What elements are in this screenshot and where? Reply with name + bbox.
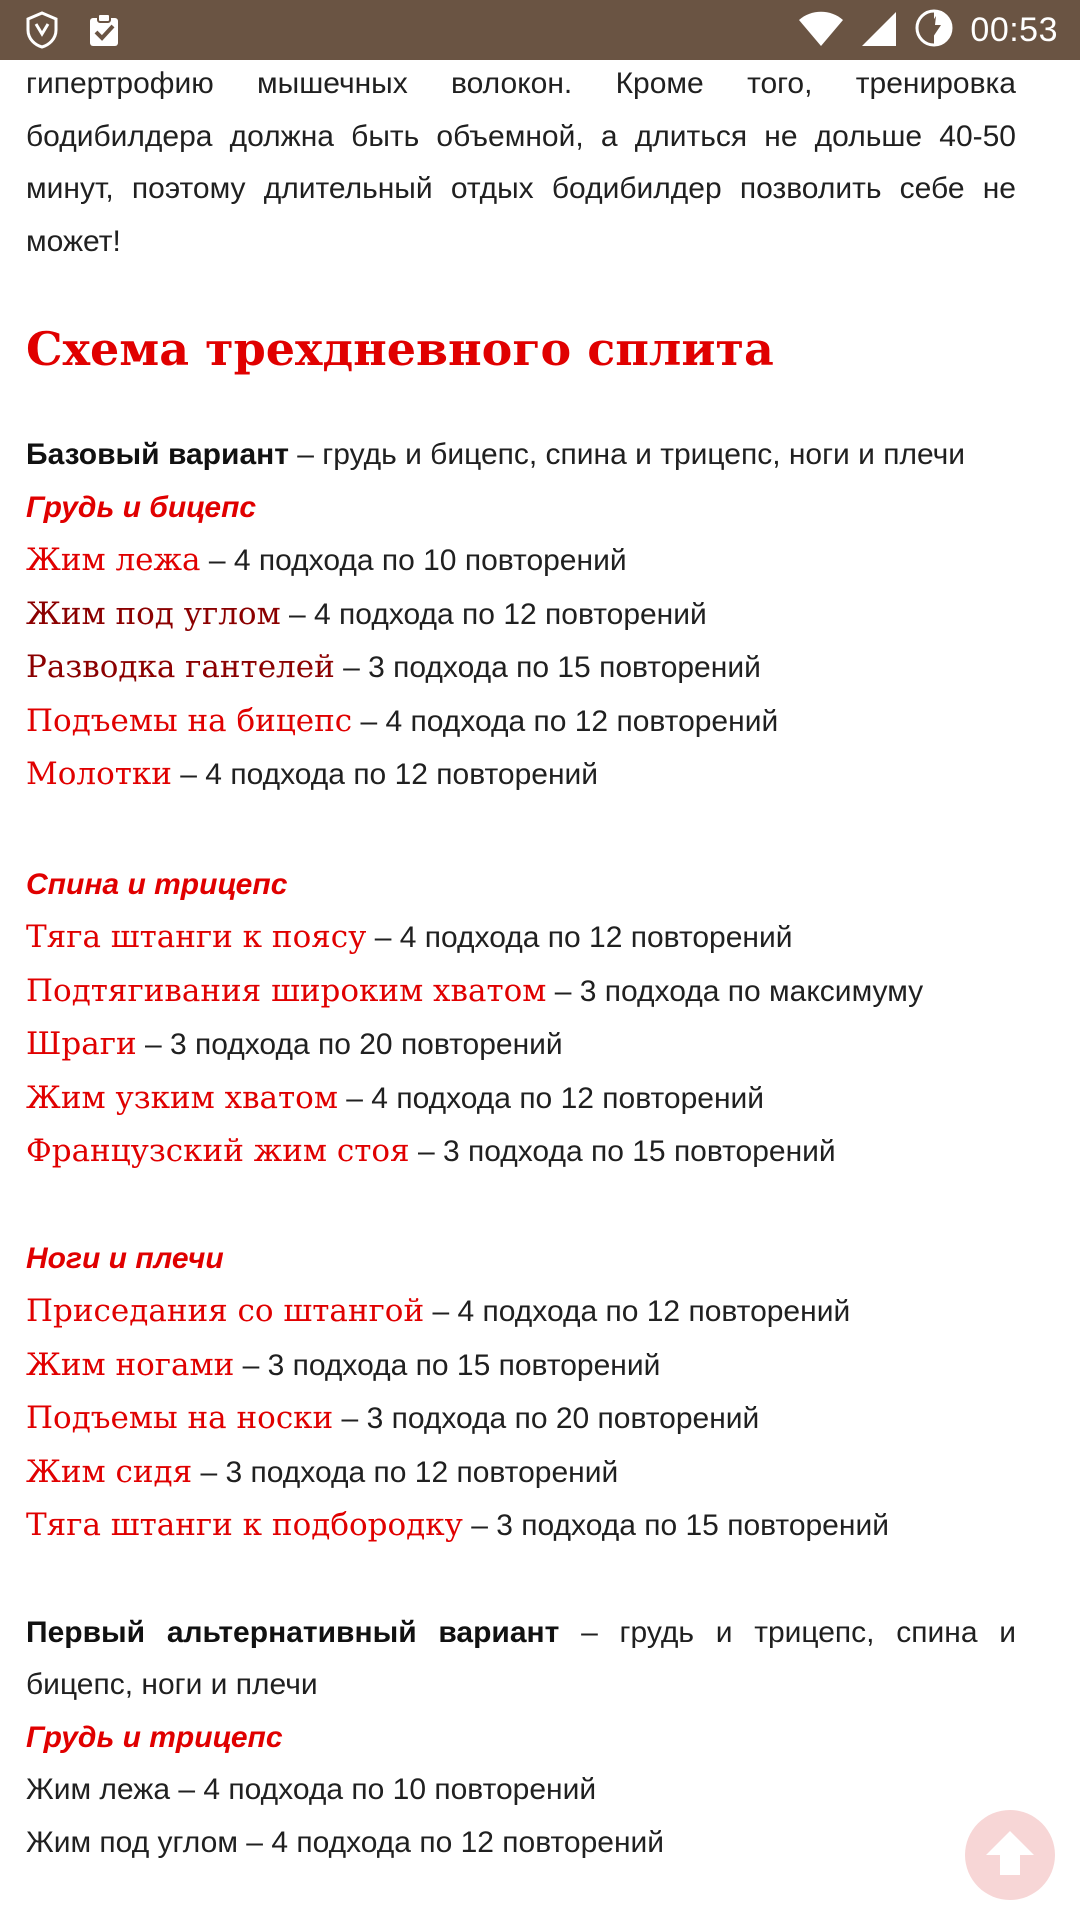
exercise-item: [26, 1499, 1016, 1553]
exercise-item: [26, 534, 1016, 588]
exercise-item: [26, 1125, 1016, 1179]
exercise-link[interactable]: Жим сидя: [26, 1453, 193, 1490]
clipboard-check-icon: [84, 10, 124, 55]
exercise-desc: – 3 подхода по 15 повторений: [334, 651, 761, 684]
exercise-desc: – 3 подхода по 15 повторений: [234, 1348, 661, 1382]
exercise-item: [26, 1339, 1016, 1393]
exercise-desc: – 4 подхода по 12 повторений: [280, 597, 707, 631]
vpn-shield-icon: [22, 10, 62, 55]
exercise-desc: – 4 подхода по 12 повторений: [424, 1295, 851, 1328]
exercise-link[interactable]: Жим ногами: [26, 1346, 235, 1383]
exercise-link[interactable]: Шраги: [26, 1026, 137, 1062]
article-content: [26, 58, 1016, 1869]
exercise-desc: – 3 подхода по 12 повторений: [192, 1455, 619, 1489]
exercise-link[interactable]: Жим под углом: [26, 595, 281, 632]
exercise-item: [26, 641, 1016, 695]
clock: 00:53: [970, 10, 1058, 49]
section-heading: Схема трехдневного сплита: [26, 322, 774, 376]
wifi-icon: [798, 8, 844, 53]
exercise-link[interactable]: Жим узким хватом: [26, 1079, 338, 1116]
cellular-signal-icon: [860, 8, 898, 53]
exercise-item: [26, 1018, 1016, 1072]
exercise-item: [26, 1392, 1016, 1446]
exercise-desc: – 3 подхода по максимуму: [546, 974, 924, 1008]
group-title-chest-biceps: Грудь и бицепс: [26, 490, 257, 524]
exercise-desc: – 3 подхода по 15 повторений: [462, 1509, 889, 1542]
exercise-desc: – 4 подхода по 10 повторений: [200, 544, 627, 577]
exercise-link[interactable]: Жим лежа: [26, 542, 201, 578]
exercise-item: [26, 748, 1016, 802]
exercise-link[interactable]: Подъемы на бицепс: [26, 702, 353, 739]
intro-paragraph: гипертрофию мышечных волокон. Кроме того, тренировка бодибилдера должна быть объемной, а длиться не дольше 40-50 минут, поэтому длительный отдых бодибилдер позволить себе не может!: [26, 67, 1016, 258]
exercise-item: [26, 911, 1016, 965]
exercise-desc: – 4 подхода по 12 повторений: [366, 921, 793, 954]
arrow-up-icon: [982, 1825, 1038, 1886]
exercise-desc: – 4 подхода по 12 повторений: [171, 758, 599, 791]
exercise-link[interactable]: Молотки: [26, 756, 172, 792]
exercise-item: [26, 588, 1016, 642]
exercise-item: [26, 1446, 1016, 1500]
exercise-link[interactable]: Подтягивания широким хватом: [26, 972, 547, 1009]
spacer: [26, 1179, 1016, 1233]
exercise-link[interactable]: Тяга штанги к поясу: [26, 919, 367, 955]
scroll-to-top-button[interactable]: [965, 1810, 1055, 1900]
battery-charging-icon: [914, 8, 954, 53]
basic-variant: [26, 429, 1016, 482]
exercise-link[interactable]: Тяга штанги к подбородку: [26, 1507, 463, 1543]
exercise-item: [26, 1285, 1016, 1339]
exercise-link[interactable]: Приседания со штангой: [26, 1293, 425, 1329]
exercise-desc: – 4 подхода по 12 повторений: [337, 1081, 765, 1115]
spacer: [26, 802, 1016, 859]
exercise-desc: – 4 подхода по 12 повторений: [352, 704, 779, 738]
exercise-item: [26, 965, 1016, 1019]
exercise-link[interactable]: Разводка гантелей: [26, 649, 335, 685]
exercise-desc: – 3 подхода по 20 повторений: [136, 1028, 563, 1061]
exercise-link[interactable]: Французский жим стоя: [26, 1133, 410, 1169]
alt-variant-label: Первый альтернативный вариант: [26, 1615, 560, 1649]
exercise-item: [26, 1072, 1016, 1126]
status-bar: [0, 0, 1080, 60]
group-title-back-triceps: Спина и трицепс: [26, 867, 288, 901]
basic-variant-label: Базовый вариант: [26, 438, 289, 471]
alt-variant: [26, 1607, 1016, 1712]
exercise-link[interactable]: Подъемы на носки: [26, 1400, 334, 1436]
alt-exercise-line: Жим под углом – 4 подхода по 12 повторений: [26, 1825, 665, 1859]
alt-exercise-line: Жим лежа – 4 подхода по 10 повторений: [26, 1773, 597, 1806]
exercise-desc: – 3 подхода по 20 повторений: [333, 1402, 760, 1435]
exercise-desc: – 3 подхода по 15 повторений: [409, 1135, 836, 1168]
group-title-chest-triceps: Грудь и трицепс: [26, 1720, 283, 1754]
basic-variant-text: – грудь и бицепс, спина и трицепс, ноги и плечи: [288, 438, 966, 471]
exercise-item: [26, 695, 1016, 749]
group-title-legs-shoulders: Ноги и плечи: [26, 1241, 224, 1275]
alt-variant-text: – грудь и трицепс, спина и бицепс, ноги и плечи: [26, 1615, 1016, 1701]
spacer: [26, 1553, 1016, 1607]
